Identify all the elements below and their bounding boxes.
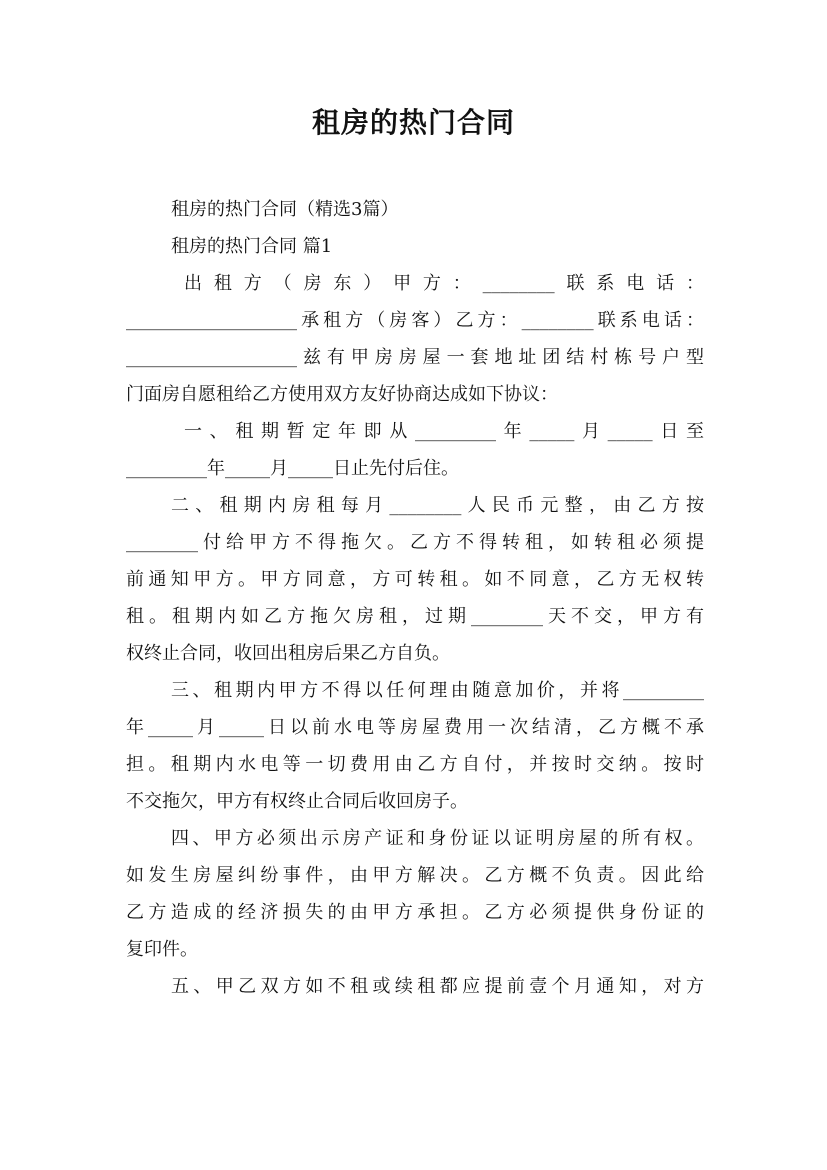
document-body xyxy=(126,191,704,1005)
paragraph-notice xyxy=(126,968,704,1005)
paragraph-line: 五、甲乙双方如不租或续租都应提前壹个月通知，对方 xyxy=(171,976,704,997)
paragraph-line: ___________________兹有甲房房屋一套地址团结村栋号户型 xyxy=(126,347,704,368)
paragraph-rent xyxy=(126,487,704,672)
paragraph-line: 权终止合同，收回出租房后果乙方自负。 xyxy=(126,643,450,664)
paragraph-line: 四、甲方必须出示房产证和身份证以证明房屋的所有权。 xyxy=(171,828,704,849)
paragraph-line: 出租方（房东）甲方：________联系电话： xyxy=(184,273,704,294)
paragraph-utilities xyxy=(126,672,704,820)
paragraph-line: 二、租期内房租每月________人民币元整，由乙方按 xyxy=(171,495,704,516)
paragraph-line: 租。租期内如乙方拖欠房租，过期________天不交，甲方有 xyxy=(126,606,704,627)
paragraph-line: 年_____月_____日以前水电等房屋费用一次结清，乙方概不承 xyxy=(126,717,704,738)
paragraph-line: 复印件。 xyxy=(126,939,198,960)
paragraph-line: 乙方造成的经济损失的由甲方承担。乙方必须提供身份证的 xyxy=(126,902,704,923)
paragraph-term xyxy=(126,413,704,487)
document-title: 租房的热门合同 xyxy=(311,106,515,139)
paragraph-ownership xyxy=(126,820,704,968)
paragraph-line: ________付给甲方不得拖欠。乙方不得转租，如转租必须提 xyxy=(126,532,704,553)
paragraph-line: 三、租期内甲方不得以任何理由随意加价，并将_________ xyxy=(171,680,704,701)
paragraph-line: _________年_____月_____日止先付后住。 xyxy=(126,458,459,479)
paragraph-line: 前通知甲方。甲方同意，方可转租。如不同意，乙方无权转 xyxy=(126,569,704,590)
paragraph-line: 不交拖欠，甲方有权终止合同后收回房子。 xyxy=(126,791,468,812)
paragraph-line: ___________________承租方（房客）乙方：________联系电话： xyxy=(126,310,704,331)
document-subtitle: 租房的热门合同（精选3篇） xyxy=(171,199,399,220)
paragraph-line: 担。租期内水电等一切费用由乙方自付，并按时交纳。按时 xyxy=(126,754,704,775)
paragraph-line: 一、租期暂定年即从_________年_____月_____日至 xyxy=(184,421,704,442)
paragraph-parties xyxy=(126,265,704,413)
section-heading: 租房的热门合同 篇1 xyxy=(171,236,333,257)
paragraph-line: 如发生房屋纠纷事件，由甲方解决。乙方概不负责。因此给 xyxy=(126,865,704,886)
paragraph-line: 门面房自愿租给乙方使用双方友好协商达成如下协议： xyxy=(126,384,558,405)
